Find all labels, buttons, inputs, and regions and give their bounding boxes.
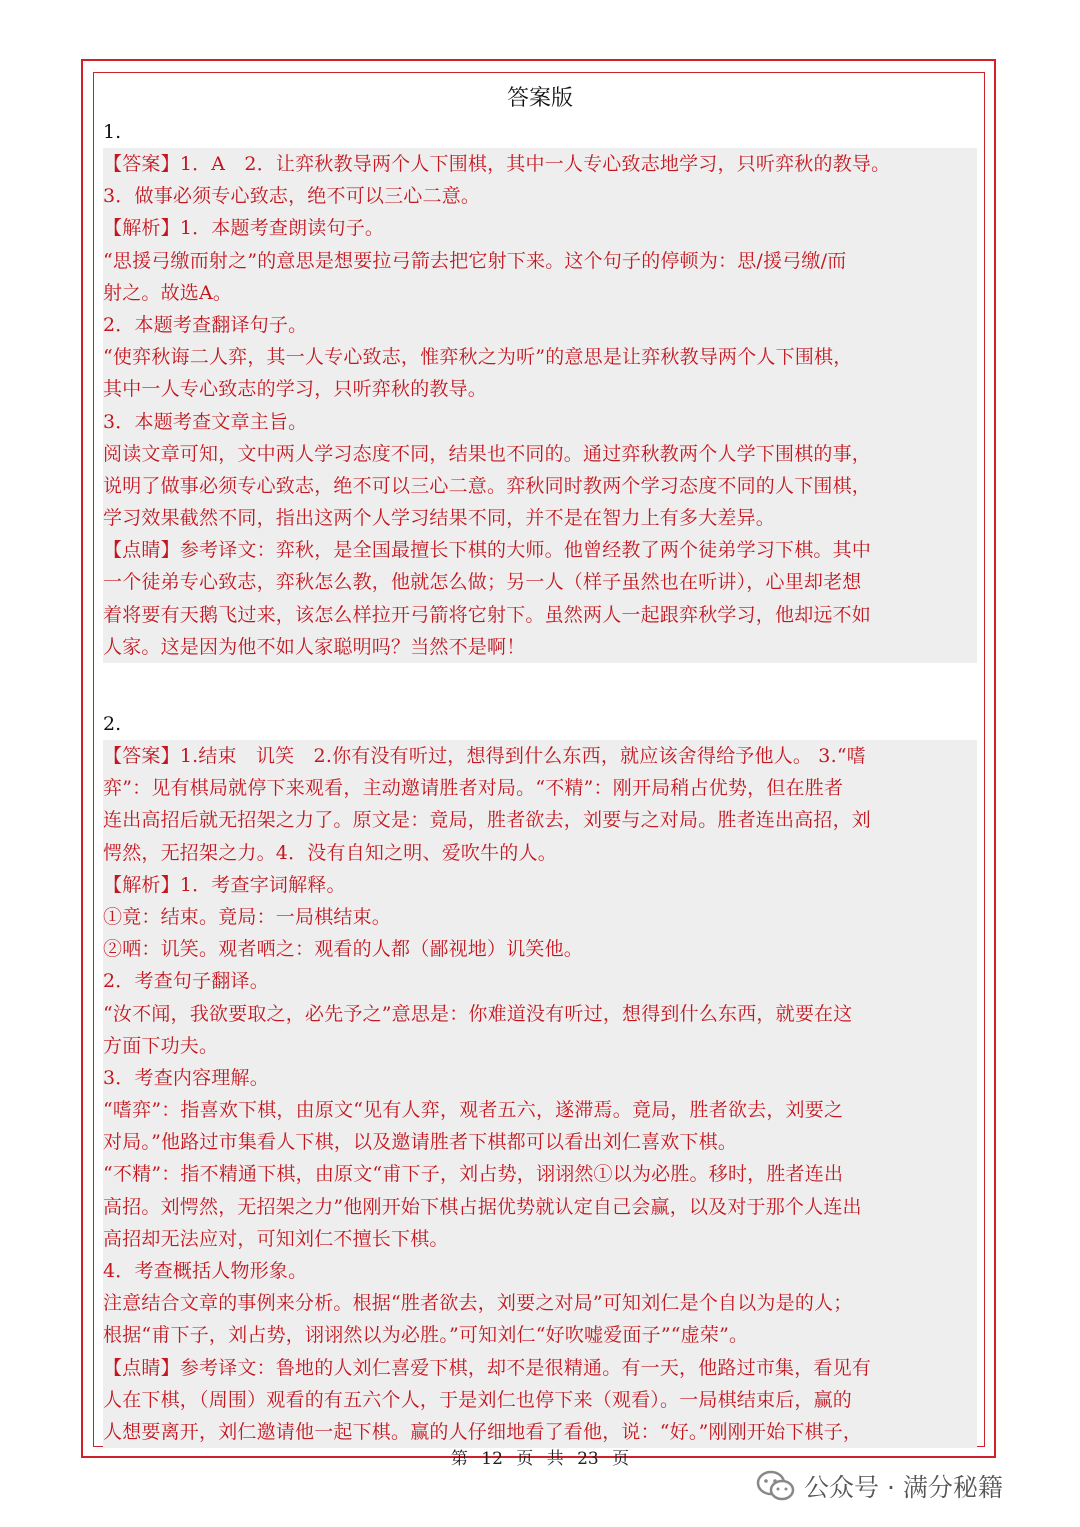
answer-text: 连出高招后就无招架之力了。原文是：竟局，胜者欲去，刘要与之对局。胜者连出高招，刘: [103, 809, 872, 832]
section-tag: 【点睛】: [103, 1356, 180, 1379]
watermark: [756, 1466, 1003, 1506]
answer-line: [103, 1191, 977, 1223]
answer-line: [103, 1384, 977, 1416]
answer-text: 对局。”他路过市集看人下棋，以及邀请胜者下棋都可以看出刘仁喜欢下棋。: [103, 1131, 738, 1154]
wechat-icon: [756, 1468, 796, 1504]
answer-line: [103, 438, 977, 470]
answer-line: [103, 1126, 977, 1158]
answer-text: 4．考查概括人物形象。: [103, 1260, 308, 1282]
answer-text: 参考译文：鲁地的人刘仁喜爱下棋，却不是很精通。有一天，他路过市集，看见有: [179, 1356, 872, 1379]
answer-line: [103, 772, 977, 804]
answer-line: [103, 566, 977, 598]
section-tag: 【答案】: [103, 153, 180, 175]
answer-text: 高招。刘愕然，无招架之力”他刚开始下棋占据优势就认定自己会赢，以及对于那个人连出: [103, 1195, 862, 1218]
answer-line: [103, 599, 977, 631]
watermark-text: 公众号 · 满分秘籍: [804, 1473, 1003, 1502]
answer-text: 阅读文章可知，文中两人学习态度不同，结果也不同的。通过弈秋教两个人学下围棋的事，: [103, 442, 872, 465]
section-gap: [103, 663, 977, 708]
question-number-2: 2.: [103, 713, 122, 735]
answer-line: [103, 212, 977, 244]
answer-text: “嗜弈”：指喜欢下棋，由原文“见有人弈，观者五六，遂滞焉。竟局，胜者欲去，刘要之: [103, 1099, 844, 1122]
answer-line: [103, 901, 977, 933]
answer-line: [103, 309, 977, 341]
answer-text: ①竟：结束。竟局：一局棋结束。: [103, 905, 392, 928]
answer-block-2: [103, 740, 977, 1448]
footer-total-pages: 23: [577, 1449, 599, 1469]
answer-text: 其中一人专心致志的学习，只听弈秋的教导。: [103, 378, 488, 401]
answer-text: 射之。故选A。: [103, 281, 233, 304]
answer-line: [103, 470, 977, 502]
answer-text: 1．考查字词解释。: [179, 873, 346, 896]
footer-suffix: 页: [612, 1449, 630, 1469]
answer-text: 人在下棋，（周围）观看的有五六个人，于是刘仁也停下来（观看）。一局棋结束后，赢的: [103, 1388, 853, 1411]
section-tag: 【解析】: [103, 217, 180, 240]
answer-line: [103, 1030, 977, 1062]
answer-line: [103, 341, 977, 373]
answer-text: 人家。这是因为他不如人家聪明吗？当然不是啊！: [103, 635, 526, 658]
answer-text: 注意结合文章的事例来分析。根据“胜者欲去，刘要之对局”可知刘仁是个自以为是的人；: [103, 1292, 853, 1315]
answer-text: “不精”：指不精通下棋，由原文“甫下子，刘占势，诩诩然①以为必胜。移时，胜者连出: [103, 1163, 844, 1186]
section-tag: 【解析】: [103, 873, 180, 896]
answer-text: “思援弓缴而射之”的意思是想要拉弓箭去把它射下来。这个句子的停顿为：思/援弓缴/而: [103, 249, 847, 272]
answer-line: [103, 1255, 977, 1287]
answer-text: 3．做事必须专心致志，绝不可以三心二意。: [103, 185, 481, 208]
document-content: [103, 82, 977, 1448]
answer-text: 3．本题考查文章主旨。: [103, 410, 308, 433]
answer-line: [103, 1223, 977, 1255]
answer-line: [103, 998, 977, 1030]
answer-text: 弈”：见有棋局就停下来观看，主动邀请胜者对局。“不精”：刚开局稍占优势，但在胜者: [103, 777, 844, 800]
answer-line: [103, 277, 977, 309]
answer-text: 说明了做事必须专心致志，绝不可以三心二意。弈秋同时教两个学习态度不同的人下围棋，: [103, 474, 872, 497]
footer-page-word: 页: [516, 1449, 534, 1469]
answer-text: 高招却无法应对，可知刘仁不擅长下棋。: [103, 1227, 449, 1250]
footer-total-word: 共: [546, 1449, 564, 1469]
answer-line: [103, 1094, 977, 1126]
answer-text: 1．A 2．让弈秋教导两个人下围棋，其中一人专心致志地学习，只听弈秋的教导。: [179, 153, 891, 175]
answer-line: [103, 245, 977, 277]
answer-line: [103, 406, 977, 438]
answer-line: [103, 933, 977, 965]
answer-text: “汝不闻，我欲要取之，必先予之”意思是：你难道没有听过，想得到什么东西，就要在这: [103, 1002, 853, 1025]
answer-text: 参考译文：弈秋，是全国最擅长下棋的大师。他曾经教了两个徒弟学习下棋。其中: [179, 539, 872, 562]
answer-line: [103, 1352, 977, 1384]
answer-text: 3．考查内容理解。: [103, 1066, 269, 1089]
answer-text: “使弈秋诲二人弈，其一人专心致志，惟弈秋之为听”的意思是让弈秋教导两个人下围棋，: [103, 346, 853, 369]
answer-text: 1．本题考查朗读句子。: [179, 217, 385, 240]
answer-text: 2．本题考查翻译句子。: [103, 313, 308, 336]
answer-line: [103, 965, 977, 997]
answer-line: [103, 180, 977, 212]
answer-line: [103, 631, 977, 663]
answer-text: 一个徒弟专心致志，弈秋怎么教，他就怎么做；另一人（样子虽然也在听讲），心里却老想: [103, 571, 862, 594]
answer-text: 人想要离开，刘仁邀请他一起下棋。赢的人仔细地看了看他，说：“好。”刚刚开始下棋子，: [103, 1420, 863, 1443]
footer-prefix: 第: [450, 1449, 468, 1469]
answer-line: [103, 502, 977, 534]
answer-block-1: [103, 148, 977, 663]
answer-line: [103, 837, 977, 869]
answer-text: 方面下功夫。: [103, 1034, 219, 1057]
answer-text: 着将要有天鹅飞过来，该怎么样拉开弓箭将它射下。虽然两人一起跟弈秋学习，他却远不如: [103, 603, 872, 626]
answer-line: [103, 1319, 977, 1351]
answer-line: [103, 373, 977, 405]
answer-text: 愕然，无招架之力。4．没有自知之明、爱吹牛的人。: [103, 841, 557, 864]
footer-page-number: 12: [481, 1449, 503, 1469]
section-tag: 【答案】: [103, 745, 180, 767]
answer-line: [103, 869, 977, 901]
answer-text: 学习效果截然不同，指出这两个人学习结果不同，并不是在智力上有多大差异。: [103, 507, 776, 530]
answer-line: [103, 148, 977, 180]
answer-text: 1.结束 讥笑 2.你有没有听过，想得到什么东西，就应该舍得给予他人。 3.“嗜: [179, 745, 866, 767]
answer-text: 根据“甫下子，刘占势，诩诩然以为必胜。”可知刘仁“好吹嘘爱面子”“虚荣”。: [103, 1324, 749, 1347]
answer-line: [103, 1158, 977, 1190]
answer-line: [103, 740, 977, 772]
answer-line: [103, 534, 977, 566]
answer-line: [103, 1287, 977, 1319]
question-number-1: 1.: [103, 121, 122, 143]
section-tag: 【点睛】: [103, 539, 180, 562]
answer-text: ②哂：讥笑。观者哂之：观看的人都（鄙视地）讥笑他。: [103, 938, 584, 961]
page-title: 答案版: [506, 86, 573, 111]
answer-line: [103, 804, 977, 836]
answer-text: 2．考查句子翻译。: [103, 970, 269, 993]
answer-line: [103, 1062, 977, 1094]
